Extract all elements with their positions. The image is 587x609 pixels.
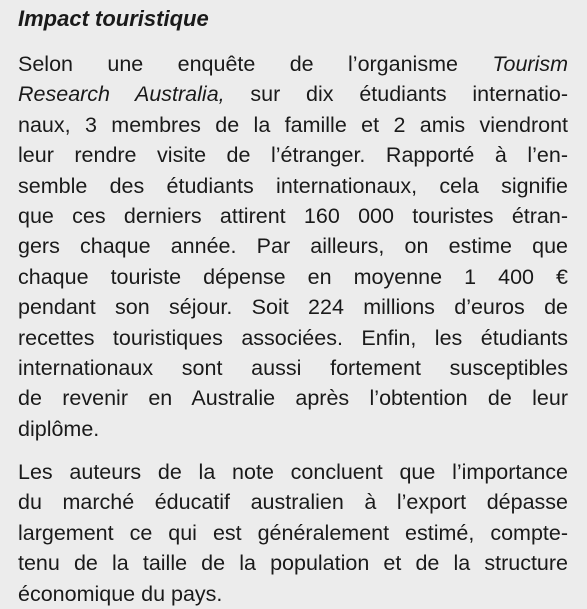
text-line: chaque touriste dépense en moyenne 1 400 €: [18, 264, 568, 289]
text-line: pendant son séjour. Soit 224 millions d’euros de: [18, 295, 568, 320]
text-line: Les auteurs de la note concluent que l’importance: [18, 460, 568, 485]
text-line: que ces derniers attirent 160 000 touristes étran-: [18, 203, 568, 228]
organisation-name-italic: Tourism: [492, 52, 568, 76]
section-heading: Impact touristique: [18, 6, 209, 31]
paragraph-conclusion: [18, 457, 568, 609]
text-run: Selon une enquête de l’organisme: [18, 52, 493, 76]
text-line: semble des étudiants internationaux, cela signifie: [18, 173, 568, 198]
paragraph-tourism-survey: [18, 49, 568, 444]
text-line: recettes touristiques associées. Enfin, les étudiants: [18, 325, 568, 350]
organisation-name-italic: Research Australia,: [18, 82, 225, 107]
text-line: leur rendre visite de l’étranger. Rapporté à l’en-: [18, 143, 568, 168]
text-line: [18, 49, 568, 79]
text-line: largement ce qui est généralement estimé, compte-: [18, 520, 568, 545]
text-line: gers chaque année. Par ailleurs, on estime que: [18, 234, 568, 259]
text-line: [18, 79, 568, 109]
text-line: de revenir en Australie après l’obtention de leur: [18, 386, 568, 411]
text-run: sur dix étudiants internatio-: [224, 82, 568, 107]
text-line: économique du pays.: [18, 581, 223, 606]
text-line: naux, 3 membres de la famille et 2 amis viendront: [18, 112, 568, 137]
text-line: diplôme.: [18, 416, 100, 441]
text-line: du marché éducatif australien à l’export dépasse: [18, 490, 568, 515]
text-line: tenu de la taille de la population et de la structure: [18, 551, 568, 576]
text-line: internationaux sont aussi fortement susceptibles: [18, 355, 568, 380]
